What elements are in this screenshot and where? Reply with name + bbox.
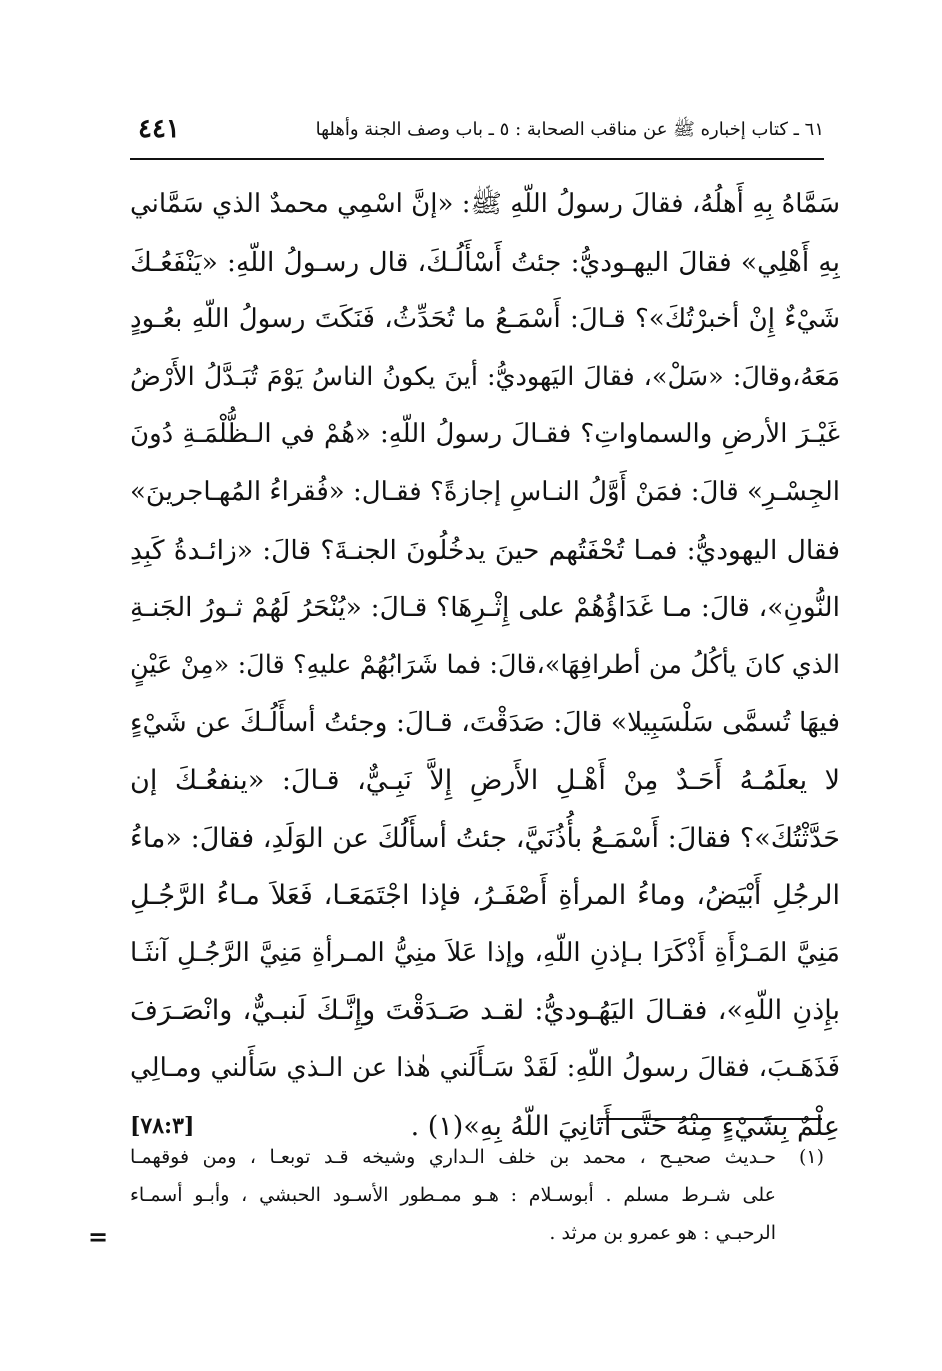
footnote-line: على شـرط مسلم . أبوسـلام : هـو ممـطور الأسـود الحبشي ، وأبـو أسمـاء [130, 1184, 776, 1206]
body-text [130, 176, 840, 1155]
text-line: الجِسْـرِ» قالَ: فمَنْ أَوَّلُ النـاسِ إجازةً؟ فقـال: «فُقراءُ المُهـاجرينَ» [130, 476, 840, 507]
text-line: مَعَهُ،وقالَ: «سَلْ»، فقالَ اليَهوديُّ: أينَ يكونُ الناسُ يَوْمَ تُبَـدَّلُ الأَرْضُ [130, 361, 840, 392]
text-line: سَمَّاهُ بِهِ أَهلُهُ، فقالَ رسولُ اللّهِ ﷺ: «إنَّ اسْمِي محمدٌ الذي سَمَّاني [130, 189, 840, 219]
text-line: الذي كانَ يأكُلُ من أطرافِهَا»،قالَ: فما شَرَابُهُمْ عليهِ؟ قالَ: «مِنْ عَيْنٍ [130, 649, 840, 680]
running-header [130, 114, 824, 154]
text-line: شَيْءٌ إِنْ أخبرْتُكَ»؟ قـالَ: أَسْمَـعُ ما تُحَدِّثُ، فَنَكَتَ رسولُ اللّهِ بعُـودٍ [130, 304, 840, 335]
header-rule [130, 158, 824, 160]
text-line: حَدَّثْتُكَ»؟ فقالَ: أَسْمَـعُ بأُذُنَيَّ، جئتُ أسأَلُكَ عن الوَلَدِ، فقالَ: «ماءُ [130, 822, 840, 854]
header-title: ٦١ ـ كتاب إخباره ﷺ عن مناقب الصحابة : ٥ ـ باب وصف الجنة وأهلها [315, 119, 824, 140]
text-line: بإِذنِ اللّهِ»، فقـالَ اليَهُـوديُّ: لقـد صَـدَقْتَ وإِنَّـكَ لَنبـيٌّ، وانْصَـرَفَ [130, 995, 840, 1027]
footnotes [130, 1138, 824, 1252]
text-line: النُّونِ»، قالَ: مـا غَدَاؤُهُمْ على إِثْـرِهَا؟ قـالَ: «يُنْحَرُ لَهُمْ ثـورُ الجَنـةِ [130, 592, 840, 624]
page-number: ٤٤١ [138, 114, 180, 144]
text-line: غَيْـرَ الأرضِ والسماواتِ؟ فقـالَ رسولُ اللّهِ: «هُمْ في الـظُّلْمَـةِ دُونَ [130, 419, 840, 450]
footnote-text: حـديث صحيـح ، محمد بن خلف الـداري وشيخه قـد توبعـا ، ومن فوقهمـا [130, 1146, 776, 1168]
source-reference: [٧٨:٣] [130, 1112, 195, 1139]
last-line-text: عِلْمٌ بِشَيْءٍ مِنْهُ حَتَّى أَتَانِيَ اللّهُ بِهِ»(١) . [410, 1110, 840, 1142]
footnote-line [130, 1138, 824, 1176]
text-line: بِهِ أَهْلِي» فقالَ اليهـوديُّ: جئتُ أَسْأَلُـكَ، قال رسـولُ اللّهِ: «يَنْفَعُـكَ [130, 246, 840, 278]
continuation-mark: = [88, 1222, 109, 1251]
footnote-number: (١) [798, 1146, 824, 1168]
text-line: فقال اليهوديُّ: فمـا تُحْفَتُهم حينَ يدخُلُونَ الجنـةَ؟ قالَ: «زائـدةُ كَبِدِ [130, 534, 840, 566]
footnote-separator [598, 1118, 822, 1120]
text-line: فَذَهَـبَ، فقالَ رسولُ اللّهِ: لَقَدْ سَـأَلَني هٰذا عن الـذي سَأَلني ومـالِي [130, 1052, 840, 1083]
footnote-line: الرحبـي : هو عمرو بن مرثد . [549, 1222, 776, 1244]
text-line: لا يعلَمُـهُ أَحَـدٌ مِنْ أَهْـلِ الأَرضِ إِلاَّ نَبِـيٌّ، قـالَ: «ينفعُـكَ إن [130, 764, 840, 796]
text-line: الرجُلِ أَبْيَضُ، وماءُ المرأةِ أَصْفَـرُ، فإذا اجْتَمَعَـا، فَعَلاَ مـاءُ الرَّجُـلِ [130, 880, 840, 912]
text-line: فيهَا تُسمَّى سَلْسَبِيلا» قالَ: صَدَقْتَ، قـالَ: وجئتُ أسأَلُـكَ عن شَيْءٍ [130, 707, 840, 739]
text-line: مَنِيَّ المَـرْأَةِ أَذْكَرَا بـإذنِ اللّهِ، وإذا عَلاَ منِيُّ المـرأةِ مَنِيَّ الرَّجُـلِ آنثَـا [130, 937, 840, 968]
